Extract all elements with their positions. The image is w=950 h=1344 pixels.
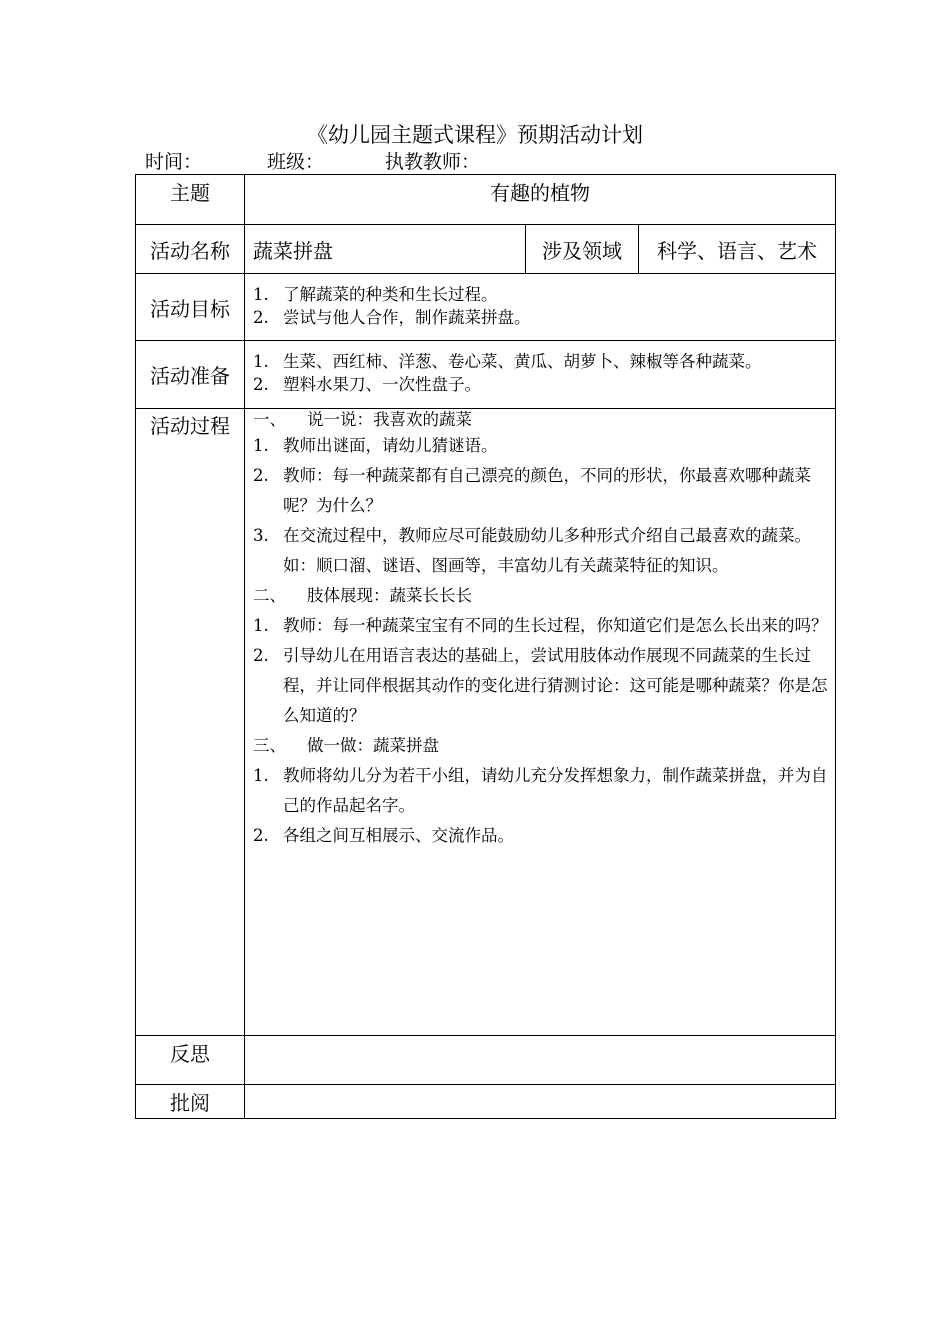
process-label: 活动过程 — [136, 409, 245, 1036]
list-item: 2. 引导幼儿在用语言表达的基础上，尝试用肢体动作展现不同蔬菜的生长过程，并让同伴根据其动作的变化进行猜测讨论：这可能是哪种蔬菜？你是怎么知道的？ — [253, 646, 828, 725]
prep-label: 活动准备 — [136, 341, 245, 409]
process-content — [245, 409, 836, 1036]
goal-list — [245, 274, 836, 341]
row-review — [136, 1085, 836, 1119]
list-item: 2. 教师：每一种蔬菜都有自己漂亮的颜色，不同的形状，你最喜欢哪种蔬菜呢？为什么？ — [253, 466, 811, 515]
review-label: 批阅 — [136, 1085, 245, 1119]
class-label: 班级： — [267, 151, 325, 173]
name-label: 活动名称 — [136, 225, 245, 274]
teacher-label: 执教教师： — [385, 151, 481, 173]
list-item: 1. 了解蔬菜的种类和生长过程。 — [253, 285, 498, 304]
row-activity-name — [136, 225, 836, 274]
theme-label: 主题 — [136, 175, 245, 225]
list-item: 2. 尝试与他人合作，制作蔬菜拼盘。 — [253, 308, 531, 327]
plan-table — [135, 174, 836, 1119]
theme-value: 有趣的植物 — [245, 175, 836, 225]
section-heading: 二、 肢体展现：蔬菜长长长 — [253, 586, 472, 605]
row-process — [136, 409, 836, 1036]
list-item: 3. 在交流过程中，教师应尽可能鼓励幼儿多种形式介绍自己最喜欢的蔬菜。如：顺口溜、谜语、图画等，丰富幼儿有关蔬菜特征的知识。 — [253, 526, 811, 575]
document-title: 《幼儿园主题式课程》预期活动计划 — [307, 123, 643, 147]
review-value — [245, 1085, 836, 1119]
name-value: 蔬菜拼盘 — [245, 225, 526, 274]
list-item: 2. 塑料水果刀、一次性盘子。 — [253, 375, 481, 394]
list-item: 1. 教师出谜面，请幼儿猜谜语。 — [253, 436, 498, 455]
row-goals — [136, 274, 836, 341]
section-heading: 一、 说一说：我喜欢的蔬菜 — [253, 410, 472, 429]
list-item: 1. 教师：每一种蔬菜宝宝有不同的生长过程，你知道它们是怎么长出来的吗？ — [253, 616, 828, 635]
row-theme — [136, 175, 836, 225]
list-item: 1. 生菜、西红柿、洋葱、卷心菜、黄瓜、胡萝卜、辣椒等各种蔬菜。 — [253, 352, 762, 371]
row-preparation — [136, 341, 836, 409]
section-heading: 三、 做一做：蔬菜拼盘 — [253, 736, 439, 755]
reflect-value — [245, 1036, 836, 1085]
reflect-label: 反思 — [136, 1036, 245, 1085]
prep-list — [245, 341, 836, 409]
field-value: 科学、语言、艺术 — [639, 225, 836, 274]
list-item: 1. 教师将幼儿分为若干小组，请幼儿充分发挥想象力，制作蔬菜拼盘，并为自己的作品起名字。 — [253, 766, 828, 815]
list-item: 2. 各组之间互相展示、交流作品。 — [253, 826, 514, 845]
time-label: 时间： — [145, 151, 203, 173]
field-label: 涉及领域 — [526, 225, 639, 274]
goal-label: 活动目标 — [136, 274, 245, 341]
row-reflection — [136, 1036, 836, 1085]
